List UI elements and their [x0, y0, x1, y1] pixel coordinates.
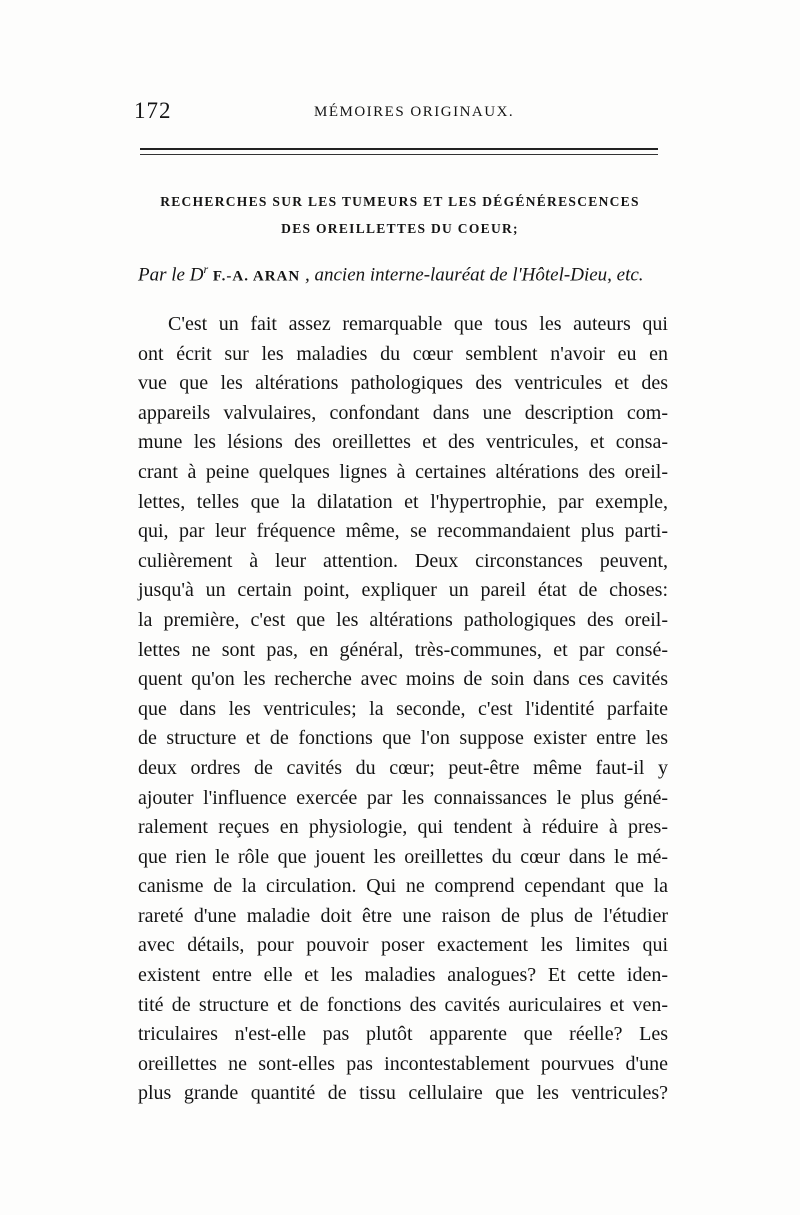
body-line: plus grande quantité de tissu cellulaire que les ventricules? — [138, 1082, 668, 1105]
body-text — [138, 310, 668, 1109]
body-line: existent entre elle et les maladies analogues? Et cette iden- — [138, 964, 668, 987]
byline-prefix: Par le D — [138, 264, 204, 286]
body-line: tité de structure et de fonctions des cavités auriculaires et ven- — [138, 993, 668, 1016]
byline-suffix: , ancien interne-lauréat de l'Hôtel-Dieu, etc. — [304, 264, 644, 286]
byline — [138, 256, 668, 289]
body-line: appareils valvulaires, confondant dans une description com- — [138, 401, 668, 424]
body-line: ont écrit sur les maladies du cœur semblent n'avoir eu en — [138, 342, 668, 365]
running-head — [134, 98, 664, 128]
body-line: canisme de la circulation. Qui ne comprend cependant que la — [138, 875, 668, 898]
body-line: mune les lésions des oreillettes et des ventricules, et consa- — [138, 431, 668, 454]
header-rule-thin — [140, 154, 658, 155]
body-line: oreillettes ne sont-elles pas incontestablement pourvues d'une — [138, 1052, 668, 1075]
body-line: triculaires n'est-elle pas plutôt apparente que réelle? Les — [138, 1023, 668, 1046]
body-line: lettes ne sont pas, en général, très-communes, et par consé- — [138, 638, 668, 661]
body-line: C'est un fait assez remarquable que tous les auteurs qui — [168, 313, 668, 335]
byline-superscript: r — [203, 262, 209, 276]
article-title — [120, 188, 680, 242]
body-line: que rien le rôle que jouent les oreillettes du cœur dans le mé- — [138, 845, 668, 868]
body-line: avec détails, pour pouvoir poser exactement les limites qui — [138, 934, 668, 957]
body-line: crant à peine quelques lignes à certaines altérations des oreil- — [138, 460, 668, 483]
body-line: ralement reçues en physiologie, qui tendent à réduire à pres- — [138, 816, 668, 839]
article-title-line-1: RECHERCHES SUR LES TUMEURS ET LES DÉGÉNÉRESCENCES — [160, 194, 640, 209]
running-title: MÉMOIRES ORIGINAUX. — [314, 104, 515, 120]
body-line: deux ordres de cavités du cœur; peut-être même faut-il y — [138, 756, 668, 779]
body-line: que dans les ventricules; la seconde, c'est l'identité parfaite — [138, 697, 668, 720]
body-line: ajouter l'influence exercée par les connaissances le plus géné- — [138, 786, 668, 809]
body-line: de structure et de fonctions que l'on suppose exister entre les — [138, 727, 668, 750]
body-line: jusqu'à un certain point, expliquer un pareil état de choses: — [138, 579, 668, 602]
body-line: lettes, telles que la dilatation et l'hypertrophie, par exemple, — [138, 490, 668, 513]
body-line: qui, par leur fréquence même, se recommandaient plus parti- — [138, 520, 668, 543]
byline-author: F.-A. ARAN — [212, 268, 301, 285]
page-number: 172 — [134, 98, 172, 123]
body-line: culièrement à leur attention. Deux circonstances peuvent, — [138, 549, 668, 572]
body-line: vue que les altérations pathologiques des ventricules et des — [138, 372, 668, 395]
article-title-line-2: DES OREILLETTES DU COEUR; — [281, 221, 519, 236]
header-rule-thick — [140, 148, 658, 150]
body-line: quent qu'on les recherche avec moins de soin dans ces cavités — [138, 668, 668, 691]
body-line: rareté d'une maladie doit être une raison de plus de l'étudier — [138, 904, 668, 927]
body-line: la première, c'est que les altérations pathologiques des oreil- — [138, 608, 668, 631]
